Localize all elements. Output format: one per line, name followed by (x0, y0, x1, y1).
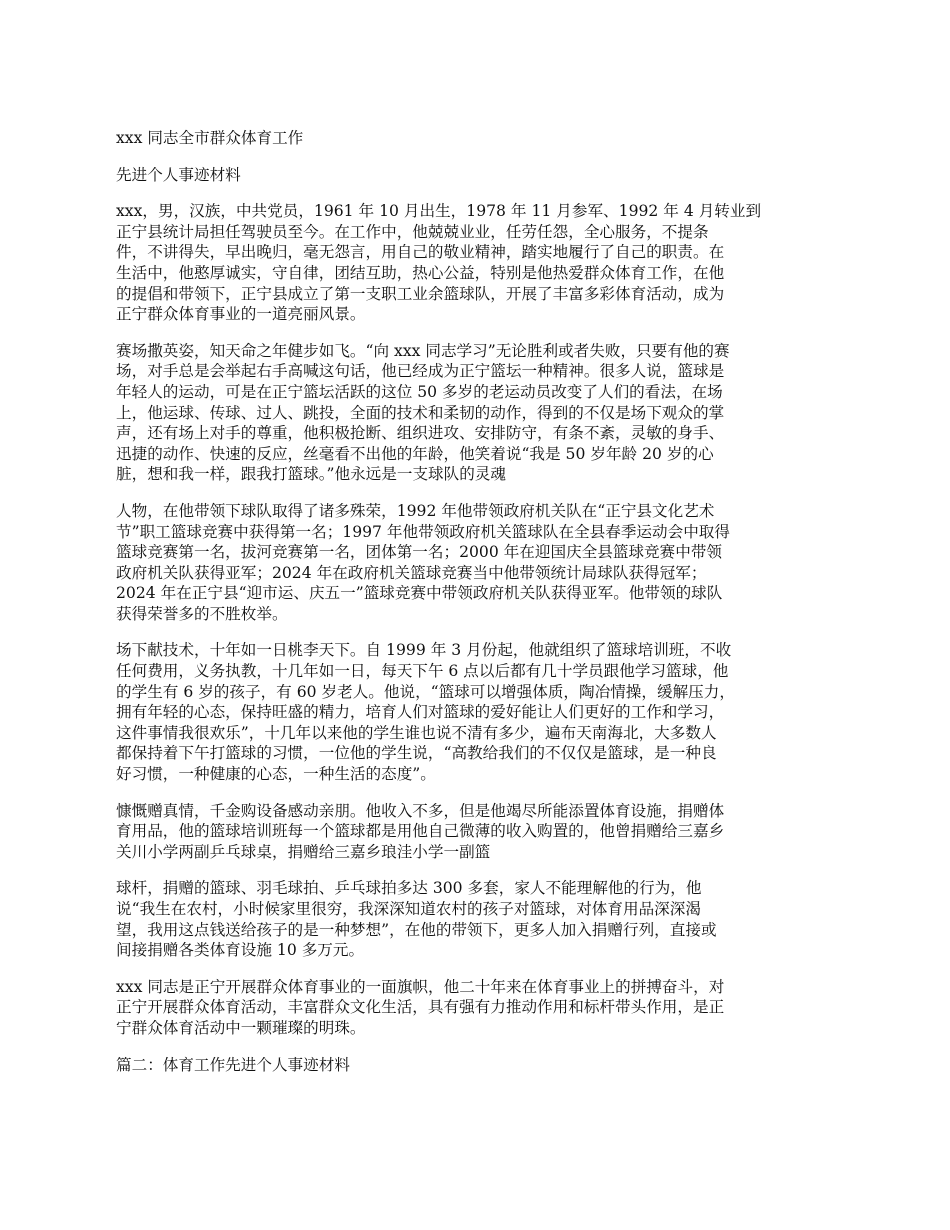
paragraph-line: 都保持着下午打篮球的习惯，一位他的学生说，“高教给我们的不仅仅是篮球，是一种良 (116, 744, 717, 763)
document-body (116, 201, 834, 1038)
paragraph-line: 脏，想和我一样，跟我打篮球。”他永远是一支球队的灵魂 (116, 465, 507, 484)
paragraph-line: 这件事情我很欢乐”，十几年以来他的学生谁也说不清有多少，遍布天南海北，大多数人 (116, 723, 717, 742)
document-subtitle: 先进个人事迹材料 (116, 165, 241, 184)
paragraph-line: 篮球竞赛第一名，拔河竞赛第一名，团体第一名；2000 年在迎国庆全县篮球竞赛中带领 (116, 543, 723, 562)
section-heading: 篇二：体育工作先进个人事迹材料 (116, 1055, 350, 1074)
paragraph-line: 球杆，捐赠的篮球、羽毛球拍、乒乓球拍多达 300 多套，家人不能理解他的行为，他 (116, 879, 702, 898)
paragraph-line: xxx，男，汉族，中共党员，1961 年 10 月出生，1978 年 11 月参军、1992 年 4 月转业到 (116, 202, 762, 221)
paragraph-line: 人物，在他带领下球队取得了诸多殊荣，1992 年他带领政府机关队在“正宁县文化艺术 (116, 501, 715, 520)
paragraph-line: 慷慨赠真情，千金购设备感动亲朋。他收入不多，但是他竭尽所能添置体育设施，捐赠体 (116, 801, 725, 820)
paragraph-line: 望，我用这点钱送给孩子的是一种梦想”，在他的带领下，更多人加入捐赠行列，直接或 (116, 920, 717, 939)
paragraph-line: 迅捷的动作、快速的反应，丝毫看不出他的年龄，他笑着说“我是 50 岁年龄 20 岁的心 (116, 444, 714, 463)
body-paragraph (116, 801, 834, 863)
paragraph-line: 场，对手总是会举起右手高喊这句话，他已经成为正宁篮坛一种精神。很多人说，篮球是 (116, 362, 725, 381)
body-paragraph (116, 341, 834, 485)
paragraph-line: 正宁县统计局担任驾驶员至今。在工作中，他兢兢业业，任劳任怨，全心服务，不提条 (116, 222, 709, 241)
paragraph-line: 生活中，他憨厚诚实，守自律，团结互助，热心公益，特别是他热爱群众体育工作，在他 (116, 263, 725, 282)
paragraph-line: 2024 年在正宁县“迎市运、庆五一”篮球竞赛中带领政府机关队获得亚军。他带领的球队 (116, 584, 723, 603)
paragraph-line: xxx 同志是正宁开展群众体育事业的一面旗帜，他二十年来在体育事业上的拼搏奋斗，对 (116, 977, 725, 996)
paragraph-line: 获得荣誉多的不胜枚举。 (116, 604, 288, 623)
paragraph-line: 年轻人的运动，可是在正宁篮坛活跃的这位 50 多岁的老运动员改变了人们的看法，在场 (116, 382, 723, 401)
paragraph-line: 正宁群众体育事业的一道亮丽风景。 (116, 305, 366, 324)
paragraph-line: 件，不讲得失，早出晚归，毫无怨言，用自己的敬业精神，踏实地履行了自己的职责。在 (116, 243, 725, 262)
paragraph-line: 政府机关队获得亚军；2024 年在政府机关篮球竞赛当中他带领统计局球队获得冠军； (116, 563, 707, 582)
paragraph-line: 正宁开展群众体育活动，丰富群众文化生活，具有强有力推动作用和标杆带头作用，是正 (116, 998, 725, 1017)
paragraph-line: 说“我生在农村，小时候家里很穷，我深深知道农村的孩子对篮球，对体育用品深深渴 (116, 900, 701, 918)
paragraph-line: 间接捐赠各类体育设施 10 多万元。 (116, 941, 365, 960)
body-paragraph (116, 640, 834, 784)
paragraph-line: 好习惯，一种健康的心态，一种生活的态度”。 (116, 765, 436, 784)
paragraph-line: 拥有年轻的心态，保持旺盛的精力，培育人们对篮球的爱好能让人们更好的工作和学习， (116, 703, 725, 722)
paragraph-line: 育用品，他的篮球培训班每一个篮球都是用他自己微薄的收入购置的，他曾捐赠给三嘉乡 (116, 822, 725, 841)
body-paragraph (116, 977, 834, 1039)
paragraph-line: 赛场撒英姿，知天命之年健步如飞。“向 xxx 同志学习”无论胜利或者失败，只要有他的赛 (116, 341, 730, 360)
body-paragraph (116, 878, 834, 960)
paragraph-line: 关川小学两副乒乓球桌，捐赠给三嘉乡琅洼小学一副篮 (116, 842, 491, 861)
paragraph-line: 的提倡和带领下，正宁县成立了第一支职工业余篮球队，开展了丰富多彩体育活动，成为 (116, 284, 725, 303)
paragraph-line: 上，他运球、传球、过人、跳投，全面的技术和柔韧的动作，得到的不仅是场下观众的掌 (116, 403, 725, 422)
body-paragraph (116, 201, 834, 325)
paragraph-line: 的学生有 6 岁的孩子，有 60 岁老人。他说，“篮球可以增强体质，陶冶情操，缓解压力， (116, 682, 735, 701)
body-paragraph (116, 501, 834, 625)
document-title: xxx 同志全市群众体育工作 (116, 129, 304, 147)
paragraph-line: 场下献技术，十年如一日桃李天下。自 1999 年 3 月份起，他就组织了篮球培训班，不收 (116, 641, 732, 660)
paragraph-line: 节”职工篮球竞赛中获得第一名；1997 年他带领政府机关篮球队在全县春季运动会中取得 (116, 522, 730, 541)
paragraph-line: 宁群众体育活动中一颗璀璨的明珠。 (116, 1018, 366, 1037)
paragraph-line: 任何费用，义务执教，十几年如一日，每天下午 6 点以后都有几十学员跟他学习篮球，他 (116, 662, 729, 681)
paragraph-line: 声，还有场上对手的尊重，他积极抢断、组织进攻、安排防守，有条不紊，灵敏的身手、 (116, 424, 725, 443)
